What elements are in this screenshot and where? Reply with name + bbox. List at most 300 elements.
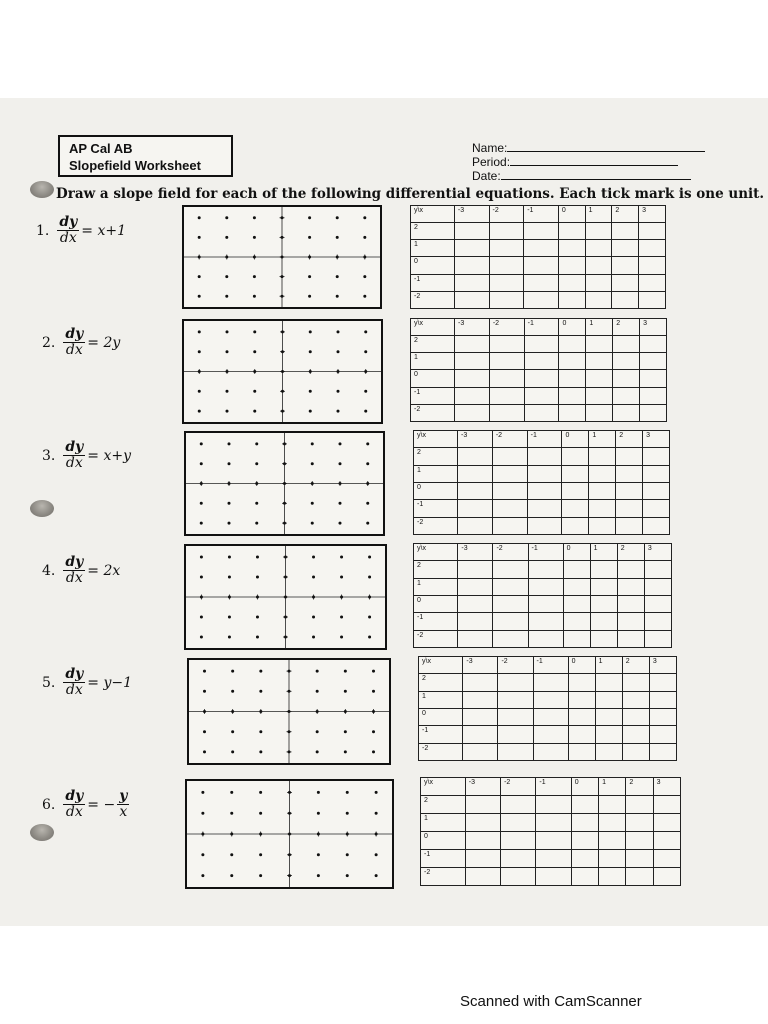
slope-answer-cell[interactable] [586, 336, 613, 353]
slope-answer-cell[interactable] [644, 613, 671, 630]
slope-answer-cell[interactable] [458, 578, 493, 595]
slope-answer-cell[interactable] [458, 517, 493, 534]
slope-answer-cell[interactable] [562, 482, 589, 499]
grid-point[interactable] [340, 616, 343, 619]
slope-answer-cell[interactable] [455, 370, 490, 387]
slope-answer-cell[interactable] [649, 743, 676, 760]
grid-point[interactable] [340, 596, 343, 599]
slope-answer-cell[interactable] [649, 674, 676, 691]
grid-point[interactable] [253, 216, 256, 219]
slope-answer-cell[interactable] [498, 708, 533, 725]
slope-answer-cell[interactable] [493, 561, 528, 578]
grid-point[interactable] [230, 874, 233, 877]
grid-point[interactable] [363, 236, 366, 239]
slope-answer-cell[interactable] [639, 240, 666, 257]
name-field[interactable] [472, 140, 705, 155]
grid-point[interactable] [200, 576, 203, 579]
grid-point[interactable] [259, 750, 262, 753]
grid-point[interactable] [316, 690, 319, 693]
grid-point[interactable] [336, 410, 339, 413]
slope-answer-cell[interactable] [465, 796, 500, 814]
grid-point[interactable] [336, 350, 339, 353]
slope-answer-cell[interactable] [595, 674, 622, 691]
slope-answer-cell[interactable] [463, 743, 498, 760]
slope-answer-cell[interactable] [643, 500, 670, 517]
slope-answer-cell[interactable] [458, 613, 493, 630]
grid-point[interactable] [375, 853, 378, 856]
grid-point[interactable] [281, 370, 284, 373]
slope-answer-cell[interactable] [501, 832, 536, 850]
slope-answer-cell[interactable] [489, 370, 524, 387]
slope-answer-cell[interactable] [492, 482, 527, 499]
grid-point[interactable] [231, 670, 234, 673]
grid-point[interactable] [255, 502, 258, 505]
slope-answer-cell[interactable] [599, 796, 626, 814]
grid-point[interactable] [312, 636, 315, 639]
grid-point[interactable] [230, 853, 233, 856]
grid-point[interactable] [368, 616, 371, 619]
grid-point[interactable] [336, 256, 339, 259]
grid-point[interactable] [256, 616, 259, 619]
grid-point[interactable] [203, 750, 206, 753]
slope-answer-cell[interactable] [498, 691, 533, 708]
slope-answer-cell[interactable] [465, 832, 500, 850]
grid-point[interactable] [336, 275, 339, 278]
slope-answer-cell[interactable] [465, 850, 500, 868]
slope-answer-cell[interactable] [562, 448, 589, 465]
slope-answer-cell[interactable] [536, 814, 571, 832]
slope-answer-cell[interactable] [528, 578, 563, 595]
slope-answer-cell[interactable] [559, 404, 586, 421]
slope-answer-cell[interactable] [616, 448, 643, 465]
slope-answer-cell[interactable] [463, 674, 498, 691]
slope-answer-cell[interactable] [489, 240, 524, 257]
grid-point[interactable] [366, 482, 369, 485]
grid-point[interactable] [283, 442, 286, 445]
slope-answer-cell[interactable] [527, 482, 562, 499]
grid-point[interactable] [200, 616, 203, 619]
slope-answer-cell[interactable] [585, 291, 612, 308]
slope-answer-cell[interactable] [616, 500, 643, 517]
slope-answer-cell[interactable] [527, 448, 562, 465]
grid-point[interactable] [253, 370, 256, 373]
grid-point[interactable] [228, 522, 231, 525]
grid-point[interactable] [203, 710, 206, 713]
grid-point[interactable] [226, 410, 229, 413]
slope-answer-cell[interactable] [571, 796, 598, 814]
slope-answer-cell[interactable] [590, 578, 617, 595]
grid-point[interactable] [283, 462, 286, 465]
grid-point[interactable] [316, 750, 319, 753]
slope-answer-cell[interactable] [640, 370, 667, 387]
slope-answer-cell[interactable] [489, 257, 524, 274]
slope-answer-cell[interactable] [536, 850, 571, 868]
period-field[interactable] [472, 154, 678, 169]
slope-answer-cell[interactable] [533, 691, 568, 708]
slope-answer-cell[interactable] [492, 517, 527, 534]
grid-point[interactable] [338, 482, 341, 485]
grid-point[interactable] [228, 616, 231, 619]
grid-point[interactable] [308, 236, 311, 239]
slope-answer-cell[interactable] [613, 370, 640, 387]
grid-point[interactable] [255, 522, 258, 525]
slope-answer-cell[interactable] [568, 743, 595, 760]
slope-field-grid[interactable] [187, 658, 391, 765]
slope-answer-cell[interactable] [463, 691, 498, 708]
slope-answer-cell[interactable] [454, 291, 489, 308]
grid-point[interactable] [255, 482, 258, 485]
slope-answer-cell[interactable] [524, 274, 559, 291]
grid-point[interactable] [256, 576, 259, 579]
grid-point[interactable] [288, 730, 291, 733]
slope-answer-cell[interactable] [493, 595, 528, 612]
grid-point[interactable] [311, 502, 314, 505]
slope-answer-cell[interactable] [498, 674, 533, 691]
slope-answer-cell[interactable] [559, 387, 586, 404]
slope-answer-cell[interactable] [489, 274, 524, 291]
grid-point[interactable] [256, 596, 259, 599]
slope-answer-cell[interactable] [622, 691, 649, 708]
grid-point[interactable] [203, 690, 206, 693]
grid-point[interactable] [336, 295, 339, 298]
slope-answer-cell[interactable] [558, 240, 585, 257]
slope-answer-cell[interactable] [563, 578, 590, 595]
slope-answer-cell[interactable] [568, 708, 595, 725]
slope-answer-cell[interactable] [493, 630, 528, 647]
grid-point[interactable] [200, 502, 203, 505]
slope-answer-cell[interactable] [617, 630, 644, 647]
slope-answer-cell[interactable] [590, 613, 617, 630]
slope-answer-cell[interactable] [524, 291, 559, 308]
grid-point[interactable] [364, 350, 367, 353]
grid-point[interactable] [344, 710, 347, 713]
slope-answer-cell[interactable] [465, 814, 500, 832]
slope-answer-cell[interactable] [585, 257, 612, 274]
slope-answer-cell[interactable] [612, 274, 639, 291]
slope-answer-cell[interactable] [528, 595, 563, 612]
grid-point[interactable] [283, 522, 286, 525]
slope-answer-cell[interactable] [617, 613, 644, 630]
grid-point[interactable] [253, 275, 256, 278]
grid-point[interactable] [363, 275, 366, 278]
slope-answer-cell[interactable] [612, 291, 639, 308]
grid-point[interactable] [338, 462, 341, 465]
grid-point[interactable] [256, 556, 259, 559]
slope-answer-cell[interactable] [640, 387, 667, 404]
slope-answer-cell[interactable] [571, 814, 598, 832]
grid-point[interactable] [338, 442, 341, 445]
slope-answer-cell[interactable] [533, 726, 568, 743]
slope-answer-cell[interactable] [493, 613, 528, 630]
slope-answer-cell[interactable] [458, 482, 493, 499]
slope-answer-cell[interactable] [599, 814, 626, 832]
slope-answer-cell[interactable] [626, 832, 653, 850]
grid-point[interactable] [288, 853, 291, 856]
slope-answer-cell[interactable] [527, 465, 562, 482]
slope-answer-cell[interactable] [590, 595, 617, 612]
grid-point[interactable] [256, 636, 259, 639]
slope-answer-cell[interactable] [562, 517, 589, 534]
slope-answer-cell[interactable] [528, 630, 563, 647]
slope-answer-cell[interactable] [622, 726, 649, 743]
grid-point[interactable] [344, 690, 347, 693]
slope-answer-cell[interactable] [568, 691, 595, 708]
slope-answer-cell[interactable] [585, 223, 612, 240]
grid-point[interactable] [340, 576, 343, 579]
grid-point[interactable] [226, 330, 229, 333]
grid-point[interactable] [201, 833, 204, 836]
slope-field-grid[interactable] [182, 205, 382, 309]
slope-answer-cell[interactable] [640, 353, 667, 370]
grid-point[interactable] [198, 295, 201, 298]
grid-point[interactable] [200, 462, 203, 465]
slope-answer-cell[interactable] [644, 630, 671, 647]
slope-answer-cell[interactable] [489, 387, 524, 404]
grid-point[interactable] [309, 390, 312, 393]
grid-point[interactable] [312, 576, 315, 579]
slope-answer-cell[interactable] [536, 868, 571, 886]
slope-answer-cell[interactable] [612, 257, 639, 274]
slope-answer-cell[interactable] [595, 708, 622, 725]
slope-answer-cell[interactable] [559, 336, 586, 353]
grid-point[interactable] [372, 670, 375, 673]
grid-point[interactable] [366, 442, 369, 445]
slope-answer-cell[interactable] [599, 868, 626, 886]
grid-point[interactable] [346, 853, 349, 856]
grid-point[interactable] [372, 730, 375, 733]
grid-point[interactable] [201, 874, 204, 877]
slope-answer-cell[interactable] [643, 465, 670, 482]
grid-point[interactable] [201, 812, 204, 815]
grid-point[interactable] [309, 350, 312, 353]
grid-point[interactable] [309, 410, 312, 413]
slope-answer-cell[interactable] [586, 370, 613, 387]
grid-point[interactable] [253, 330, 256, 333]
grid-point[interactable] [283, 482, 286, 485]
slope-answer-cell[interactable] [589, 465, 616, 482]
grid-point[interactable] [259, 812, 262, 815]
slope-answer-cell[interactable] [612, 223, 639, 240]
slope-answer-cell[interactable] [589, 517, 616, 534]
grid-point[interactable] [284, 556, 287, 559]
slope-answer-cell[interactable] [558, 257, 585, 274]
slope-answer-cell[interactable] [571, 868, 598, 886]
grid-point[interactable] [255, 442, 258, 445]
grid-point[interactable] [375, 812, 378, 815]
grid-point[interactable] [366, 502, 369, 505]
slope-answer-cell[interactable] [492, 500, 527, 517]
slope-answer-cell[interactable] [458, 561, 493, 578]
grid-point[interactable] [336, 370, 339, 373]
slope-answer-cell[interactable] [455, 336, 490, 353]
slope-answer-cell[interactable] [455, 387, 490, 404]
grid-point[interactable] [198, 370, 201, 373]
slope-answer-cell[interactable] [563, 561, 590, 578]
grid-point[interactable] [283, 502, 286, 505]
grid-point[interactable] [317, 833, 320, 836]
date-blank[interactable] [501, 168, 691, 180]
grid-point[interactable] [366, 522, 369, 525]
grid-point[interactable] [259, 791, 262, 794]
grid-point[interactable] [201, 791, 204, 794]
slope-answer-cell[interactable] [571, 850, 598, 868]
slope-answer-cell[interactable] [653, 832, 680, 850]
slope-answer-cell[interactable] [536, 832, 571, 850]
slope-answer-cell[interactable] [595, 691, 622, 708]
grid-point[interactable] [375, 791, 378, 794]
slope-answer-cell[interactable] [616, 465, 643, 482]
grid-point[interactable] [281, 256, 284, 259]
grid-point[interactable] [198, 256, 201, 259]
slope-answer-cell[interactable] [563, 630, 590, 647]
grid-point[interactable] [284, 576, 287, 579]
slope-answer-cell[interactable] [501, 868, 536, 886]
name-blank[interactable] [507, 140, 705, 152]
grid-point[interactable] [312, 556, 315, 559]
slope-field-grid[interactable] [184, 544, 387, 650]
grid-point[interactable] [312, 616, 315, 619]
slope-answer-cell[interactable] [613, 387, 640, 404]
slope-answer-cell[interactable] [644, 578, 671, 595]
slope-answer-cell[interactable] [524, 404, 559, 421]
grid-point[interactable] [281, 275, 284, 278]
grid-point[interactable] [368, 576, 371, 579]
slope-answer-cell[interactable] [568, 674, 595, 691]
slope-answer-cell[interactable] [458, 630, 493, 647]
grid-point[interactable] [200, 556, 203, 559]
grid-point[interactable] [346, 812, 349, 815]
grid-point[interactable] [309, 330, 312, 333]
period-blank[interactable] [510, 154, 678, 166]
slope-answer-cell[interactable] [613, 353, 640, 370]
grid-point[interactable] [253, 256, 256, 259]
grid-point[interactable] [308, 216, 311, 219]
grid-point[interactable] [284, 596, 287, 599]
slope-answer-cell[interactable] [533, 743, 568, 760]
slope-answer-cell[interactable] [489, 353, 524, 370]
slope-field-grid[interactable] [184, 431, 385, 536]
grid-point[interactable] [338, 502, 341, 505]
slope-answer-cell[interactable] [463, 726, 498, 743]
slope-answer-cell[interactable] [559, 353, 586, 370]
slope-answer-cell[interactable] [562, 500, 589, 517]
grid-point[interactable] [253, 295, 256, 298]
grid-point[interactable] [231, 750, 234, 753]
slope-answer-cell[interactable] [501, 850, 536, 868]
date-field[interactable] [472, 168, 691, 183]
grid-point[interactable] [363, 216, 366, 219]
slope-answer-cell[interactable] [536, 796, 571, 814]
grid-point[interactable] [288, 690, 291, 693]
grid-point[interactable] [281, 236, 284, 239]
slope-answer-cell[interactable] [528, 561, 563, 578]
grid-point[interactable] [200, 442, 203, 445]
slope-answer-cell[interactable] [501, 796, 536, 814]
grid-point[interactable] [198, 236, 201, 239]
grid-point[interactable] [228, 596, 231, 599]
grid-point[interactable] [308, 256, 311, 259]
slope-answer-cell[interactable] [492, 448, 527, 465]
slope-answer-cell[interactable] [653, 814, 680, 832]
grid-point[interactable] [344, 730, 347, 733]
grid-point[interactable] [259, 670, 262, 673]
slope-answer-cell[interactable] [617, 561, 644, 578]
grid-point[interactable] [226, 370, 229, 373]
slope-answer-cell[interactable] [626, 868, 653, 886]
grid-point[interactable] [375, 833, 378, 836]
slope-answer-cell[interactable] [595, 726, 622, 743]
grid-point[interactable] [308, 275, 311, 278]
slope-answer-cell[interactable] [524, 336, 559, 353]
grid-point[interactable] [288, 812, 291, 815]
grid-point[interactable] [375, 874, 378, 877]
slope-answer-cell[interactable] [626, 814, 653, 832]
grid-point[interactable] [225, 216, 228, 219]
grid-point[interactable] [228, 502, 231, 505]
grid-point[interactable] [253, 236, 256, 239]
grid-point[interactable] [203, 670, 206, 673]
grid-point[interactable] [336, 216, 339, 219]
slope-answer-cell[interactable] [649, 726, 676, 743]
grid-point[interactable] [259, 853, 262, 856]
slope-answer-cell[interactable] [498, 743, 533, 760]
slope-answer-cell[interactable] [501, 814, 536, 832]
grid-point[interactable] [316, 730, 319, 733]
grid-point[interactable] [225, 295, 228, 298]
grid-point[interactable] [200, 636, 203, 639]
grid-point[interactable] [288, 833, 291, 836]
slope-answer-cell[interactable] [622, 743, 649, 760]
slope-answer-cell[interactable] [455, 353, 490, 370]
slope-answer-cell[interactable] [524, 257, 559, 274]
slope-answer-cell[interactable] [527, 500, 562, 517]
slope-answer-cell[interactable] [639, 291, 666, 308]
slope-answer-cell[interactable] [465, 868, 500, 886]
slope-answer-cell[interactable] [493, 578, 528, 595]
grid-point[interactable] [281, 216, 284, 219]
slope-answer-cell[interactable] [639, 223, 666, 240]
slope-field-grid[interactable] [185, 779, 394, 889]
grid-point[interactable] [281, 295, 284, 298]
slope-answer-cell[interactable] [612, 240, 639, 257]
grid-point[interactable] [368, 556, 371, 559]
grid-point[interactable] [311, 522, 314, 525]
slope-answer-cell[interactable] [590, 561, 617, 578]
grid-point[interactable] [259, 874, 262, 877]
slope-answer-cell[interactable] [643, 448, 670, 465]
slope-answer-cell[interactable] [644, 595, 671, 612]
grid-point[interactable] [363, 295, 366, 298]
grid-point[interactable] [259, 710, 262, 713]
grid-point[interactable] [259, 690, 262, 693]
slope-answer-cell[interactable] [563, 595, 590, 612]
slope-answer-cell[interactable] [563, 613, 590, 630]
slope-answer-cell[interactable] [489, 336, 524, 353]
grid-point[interactable] [368, 636, 371, 639]
slope-answer-cell[interactable] [527, 517, 562, 534]
grid-point[interactable] [228, 556, 231, 559]
grid-point[interactable] [255, 462, 258, 465]
grid-point[interactable] [201, 853, 204, 856]
grid-point[interactable] [317, 812, 320, 815]
slope-answer-cell[interactable] [559, 370, 586, 387]
grid-point[interactable] [259, 833, 262, 836]
grid-point[interactable] [198, 410, 201, 413]
slope-answer-cell[interactable] [585, 240, 612, 257]
slope-answer-cell[interactable] [533, 674, 568, 691]
slope-answer-cell[interactable] [643, 482, 670, 499]
grid-point[interactable] [364, 370, 367, 373]
